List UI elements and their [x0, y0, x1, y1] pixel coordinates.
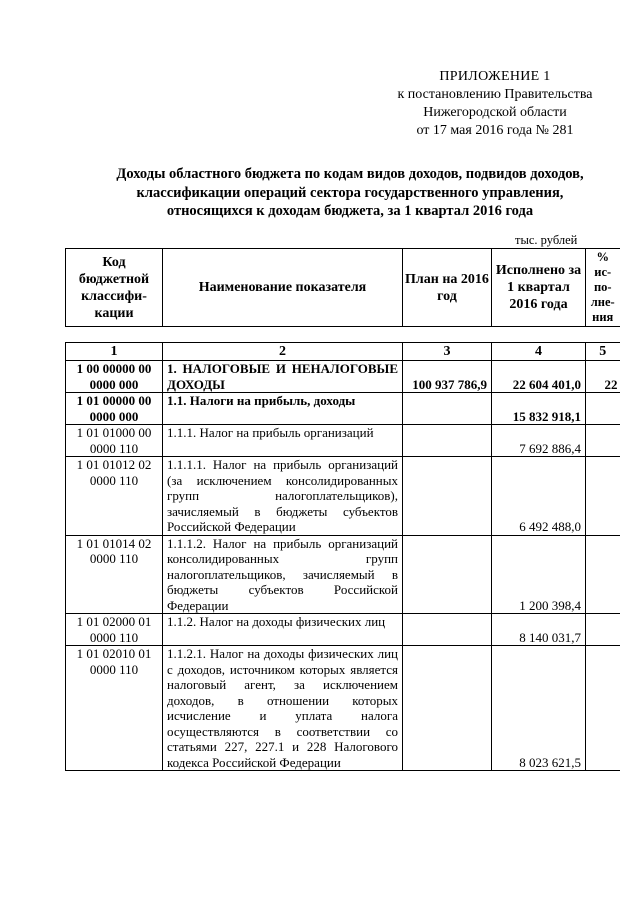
row-executed: 1 200 398,4	[492, 535, 586, 614]
row-plan	[403, 425, 492, 457]
row-plan: 100 937 786,9	[403, 361, 492, 393]
row-percent	[586, 646, 620, 771]
row-name: 1. НАЛОГОВЫЕ И НЕНАЛОГОВЫЕ ДОХОДЫ	[163, 361, 403, 393]
row-executed: 8 140 031,7	[492, 614, 586, 646]
row-code: 1 01 01014 02 0000 110	[66, 535, 163, 614]
units-label: тыс. рублей	[515, 233, 578, 247]
row-code: 1 00 00000 00 0000 000	[66, 361, 163, 393]
document-title	[60, 165, 640, 221]
column-number: 5	[586, 343, 620, 361]
row-code: 1 01 00000 00 0000 000	[66, 393, 163, 425]
table-row	[66, 646, 620, 771]
row-name: 1.1.2. Налог на доходы физических лиц	[163, 614, 403, 646]
appendix-line-3: от 17 мая 2016 года № 281	[416, 123, 574, 138]
row-name: 1.1.1. Налог на прибыль организаций	[163, 425, 403, 457]
appendix-block	[380, 68, 610, 140]
title-line: Доходы областного бюджета по кодам видов доходов, подвидов доходов,	[116, 166, 584, 182]
row-executed: 6 492 488,0	[492, 457, 586, 536]
row-code: 1 01 01012 02 0000 110	[66, 457, 163, 536]
header-code: Код бюджетной классифи-кации	[66, 249, 163, 327]
row-percent	[586, 425, 620, 457]
row-code: 1 01 02000 01 0000 110	[66, 614, 163, 646]
header-plan: План на 2016 год	[403, 249, 492, 327]
row-name: 1.1. Налоги на прибыль, доходы	[163, 393, 403, 425]
row-percent	[586, 457, 620, 536]
row-name: 1.1.1.2. Налог на прибыль организаций консолидированных групп налогоплательщиков, зачисляемый в бюджеты субъектов Российской Федерации	[163, 535, 403, 614]
column-header-table	[65, 248, 620, 327]
header-percent: % ис-по-лне-ния	[586, 249, 620, 327]
column-number: 1	[66, 343, 163, 361]
row-plan	[403, 393, 492, 425]
title-line: классификации операций сектора государственного управления,	[136, 184, 564, 201]
table-row	[66, 393, 620, 425]
row-plan	[403, 614, 492, 646]
appendix-title: ПРИЛОЖЕНИЕ 1	[439, 69, 551, 84]
column-number: 2	[163, 343, 403, 361]
row-executed: 8 023 621,5	[492, 646, 586, 771]
title-line: относящихся к доходам бюджета, за 1 квартал 2016 года	[166, 203, 534, 219]
table-row	[66, 361, 620, 393]
table-row	[66, 535, 620, 614]
table-row	[66, 425, 620, 457]
column-number: 4	[492, 343, 586, 361]
appendix-line-1: к постановлению Правительства	[397, 87, 593, 102]
row-plan	[403, 457, 492, 536]
income-table	[65, 342, 620, 771]
table-row	[66, 457, 620, 536]
row-percent	[586, 535, 620, 614]
row-plan	[403, 535, 492, 614]
row-executed: 22 604 401,0	[492, 361, 586, 393]
row-executed: 15 832 918,1	[492, 393, 586, 425]
header-executed: Исполнено за 1 квартал 2016 года	[492, 249, 586, 327]
row-code: 1 01 01000 00 0000 110	[66, 425, 163, 457]
row-executed: 7 692 886,4	[492, 425, 586, 457]
row-name: 1.1.2.1. Налог на доходы физических лиц с доходов, источником которых является налоговый агент, за исключением доходов, в отношении которых исчисление и уплата налога осуществляются в соответствии со статьями 227, 227.1 и 228 Налогового кодекса Российской Федерации	[163, 646, 403, 771]
column-number: 3	[403, 343, 492, 361]
row-percent: 22	[586, 361, 620, 393]
table-row	[66, 614, 620, 646]
header-name: Наименование показателя	[163, 249, 403, 327]
row-percent	[586, 614, 620, 646]
row-plan	[403, 646, 492, 771]
row-name: 1.1.1.1. Налог на прибыль организаций (за исключением консолидированных групп налогоплательщиков), зачисляемый в бюджеты субъектов Российской Федерации	[163, 457, 403, 536]
row-percent	[586, 393, 620, 425]
appendix-line-2: Нижегородской области	[423, 105, 567, 120]
row-code: 1 01 02010 01 0000 110	[66, 646, 163, 771]
column-number-row	[66, 343, 620, 361]
